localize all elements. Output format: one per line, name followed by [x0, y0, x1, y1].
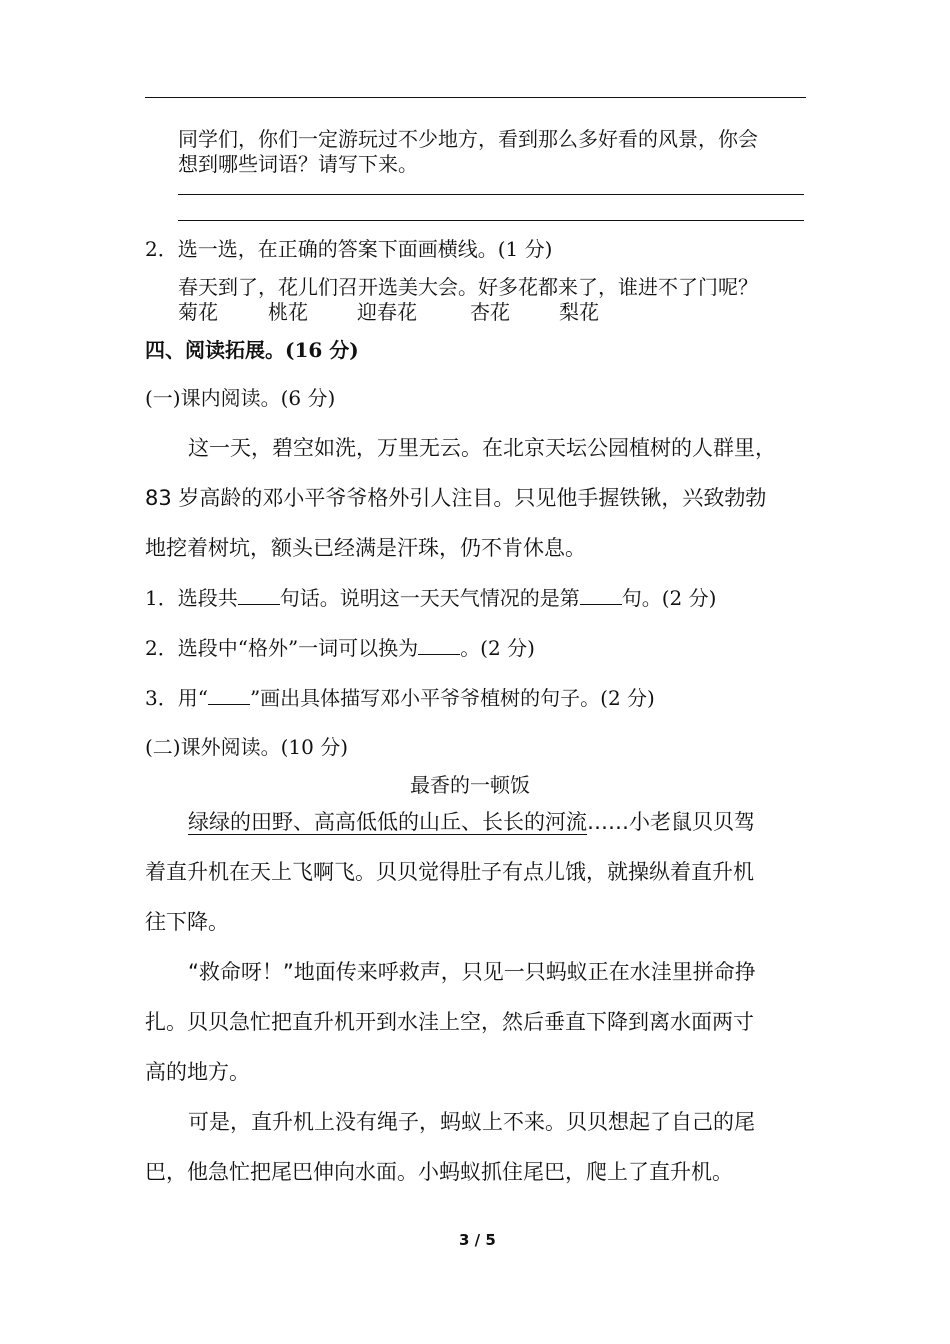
blank-1	[238, 584, 280, 605]
q2-prompt: 春天到了，花儿们召开选美大会。好多花都来了，谁进不了门呢？	[178, 275, 758, 299]
story-p3-line2: 巴，他急忙把尾巴伸向水面。小蚂蚁抓住尾巴，爬上了直升机。	[145, 1160, 733, 1184]
story-p1-line2: 着直升机在天上飞啊飞。贝贝觉得肚子有点儿饿，就操纵着直升机	[145, 860, 754, 884]
q2-option-5: 梨花	[559, 300, 599, 324]
question-line-1: 同学们，你们一定游玩过不少地方，看到那么多好看的风景，你会	[178, 127, 758, 151]
story-p1-line1: 绿绿的田野、高高低低的山丘、长长的河流……小老鼠贝贝驾	[188, 810, 755, 834]
part1-title: (一)课内阅读。(6 分)	[145, 386, 336, 410]
answer-line-2	[178, 220, 804, 221]
q2-option-1: 菊花	[178, 300, 218, 324]
q2-option-3: 迎春花	[357, 300, 417, 324]
sub-question-1: 1．选段共 句话。说明这一天天气情况的是第 句。(2 分)	[145, 586, 717, 610]
q2-title: 2．选一选，在正确的答案下面画横线。(1 分)	[145, 237, 553, 261]
passage-line-3: 地挖着树坑，额头已经满是汗珠，仍不肯休息。	[145, 536, 586, 560]
blank-2	[580, 584, 622, 605]
story-p2-line3: 高的地方。	[145, 1060, 250, 1084]
story-p2-line2: 扎。贝贝急忙把直升机开到水洼上空，然后垂直下降到离水面两寸	[145, 1010, 754, 1034]
part2-title: (二)课外阅读。(10 分)	[145, 735, 349, 759]
story-title: 最香的一顿饭	[410, 773, 530, 797]
top-answer-line	[145, 97, 806, 98]
story-underlined-phrase: 绿绿的田野、高高低低的山丘、长长的河流	[188, 810, 587, 834]
passage-line-1: 这一天，碧空如洗，万里无云。在北京天坛公园植树的人群里，	[188, 436, 776, 460]
story-p2-line1: “救命呀！”地面传来呼救声，只见一只蚂蚁正在水洼里拼命挣	[188, 960, 756, 984]
q2-option-4: 杏花	[470, 300, 510, 324]
story-p1-line3: 往下降。	[145, 910, 229, 934]
sub-question-3: 3．用“ ”画出具体描写邓小平爷爷植树的句子。(2 分)	[145, 686, 655, 710]
blank-4	[208, 684, 250, 705]
sub-question-2: 2．选段中“格外”一词可以换为 。(2 分)	[145, 636, 535, 660]
answer-line-1	[178, 194, 804, 195]
story-p3-line1: 可是，直升机上没有绳子，蚂蚁上不来。贝贝想起了自己的尾	[188, 1110, 755, 1134]
page-number: 3 / 5	[459, 1231, 496, 1249]
blank-3	[418, 634, 460, 655]
section4-title: 四、阅读拓展。(16 分)	[145, 338, 359, 362]
question-line-2: 想到哪些词语？请写下来。	[178, 152, 418, 176]
q2-option-2: 桃花	[268, 300, 308, 324]
passage-line-2: 83 岁高龄的邓小平爷爷格外引人注目。只见他手握铁锹，兴致勃勃	[145, 486, 767, 510]
